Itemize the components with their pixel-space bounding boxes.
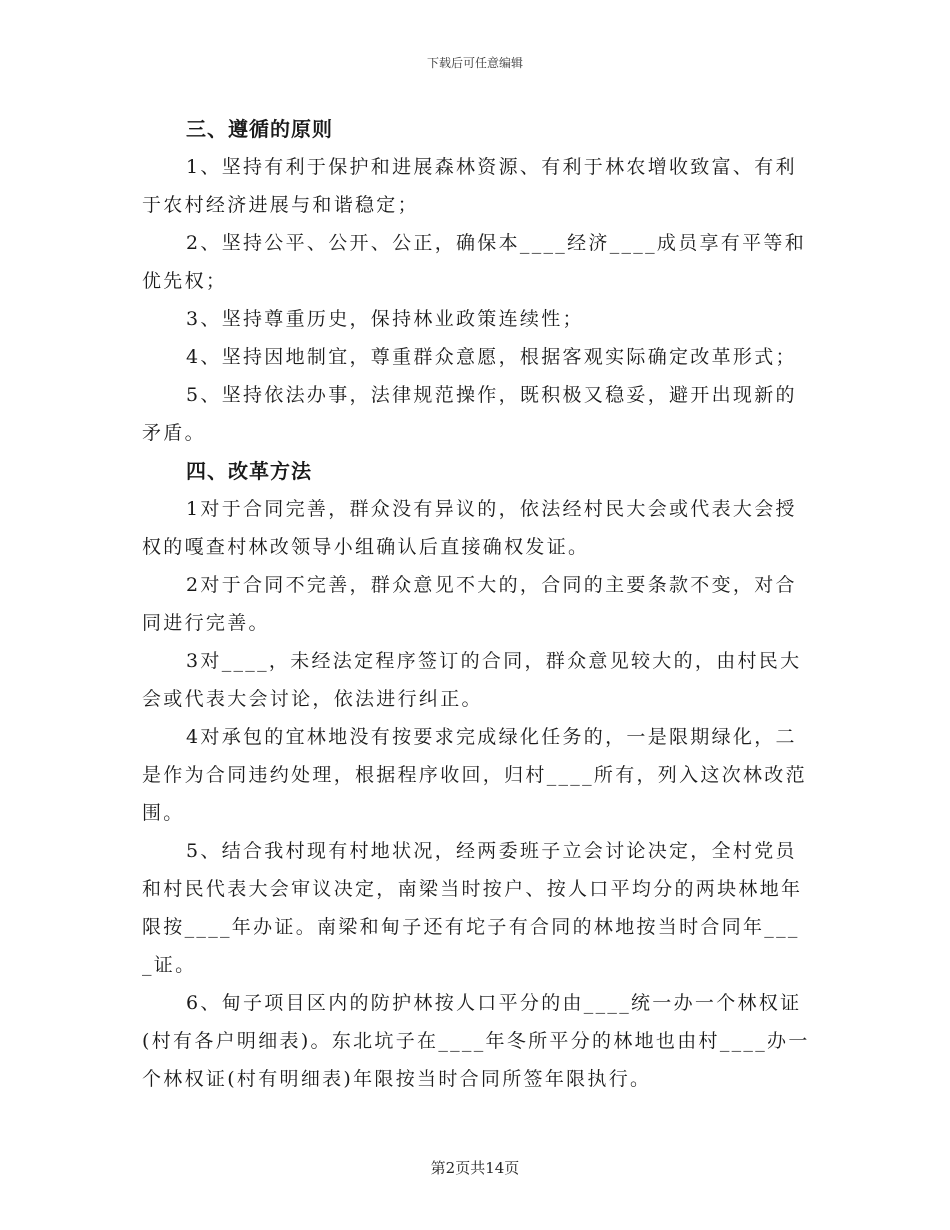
principle-item-1: 1、坚持有利于保护和进展森林资源、有利于林农增收致富、有利于农村经济进展与和谐稳定； — [142, 156, 797, 216]
section-heading-methods: 四、改革方法 — [186, 459, 312, 483]
page-number: 第2页共14页 — [430, 1159, 520, 1177]
principle-item-4: 4、坚持因地制宜，尊重群众意愿，根据客观实际确定改革形式； — [186, 346, 797, 368]
method-item-1: 1对于合同完善，群众没有异议的，依法经村民大会或代表大会授权的嘎查村林改领导小组确认后直接确权发证。 — [142, 498, 797, 558]
page-header-note: 下载后可任意编辑 — [426, 56, 523, 70]
document-body — [142, 110, 810, 1098]
method-item-6: 6、甸子项目区内的防护林按人口平分的由____统一办一个林权证(村有各户明细表)。东北坑子在____年冬所平分的林地也由村____办一个林权证(村有明细表)年限按当时合同所签年限执行。 — [142, 992, 810, 1090]
principle-item-2: 2、坚持公平、公开、公正，确保本____经济____成员享有平等和优先权； — [142, 232, 806, 292]
method-item-4: 4对承包的宜林地没有按要求完成绿化任务的，一是限期绿化，二是作为合同违约处理，根据程序收回，归村____所有，列入这次林改范围。 — [142, 726, 807, 824]
section-heading-principles: 三、遵循的原则 — [186, 117, 333, 141]
principle-item-3: 3、坚持尊重历史，保持林业政策连续性； — [186, 308, 584, 330]
method-item-2: 2对于合同不完善，群众意见不大的，合同的主要条款不变，对合同进行完善。 — [142, 574, 797, 634]
method-item-3: 3对____，未经法定程序签订的合同，群众意见较大的，由村民大会或代表大会讨论，依法进行纠正。 — [142, 650, 802, 710]
method-item-5: 5、结合我村现有村地状况，经两委班子立会讨论决定，全村党员和村民代表大会审议决定，南梁当时按户、按人口平均分的两块林地年限按____年办证。南梁和甸子还有坨子有合同的林地按当时合同年____证。 — [142, 840, 803, 976]
principle-item-5: 5、坚持依法办事，法律规范操作，既积极又稳妥，避开出现新的矛盾。 — [142, 384, 797, 444]
